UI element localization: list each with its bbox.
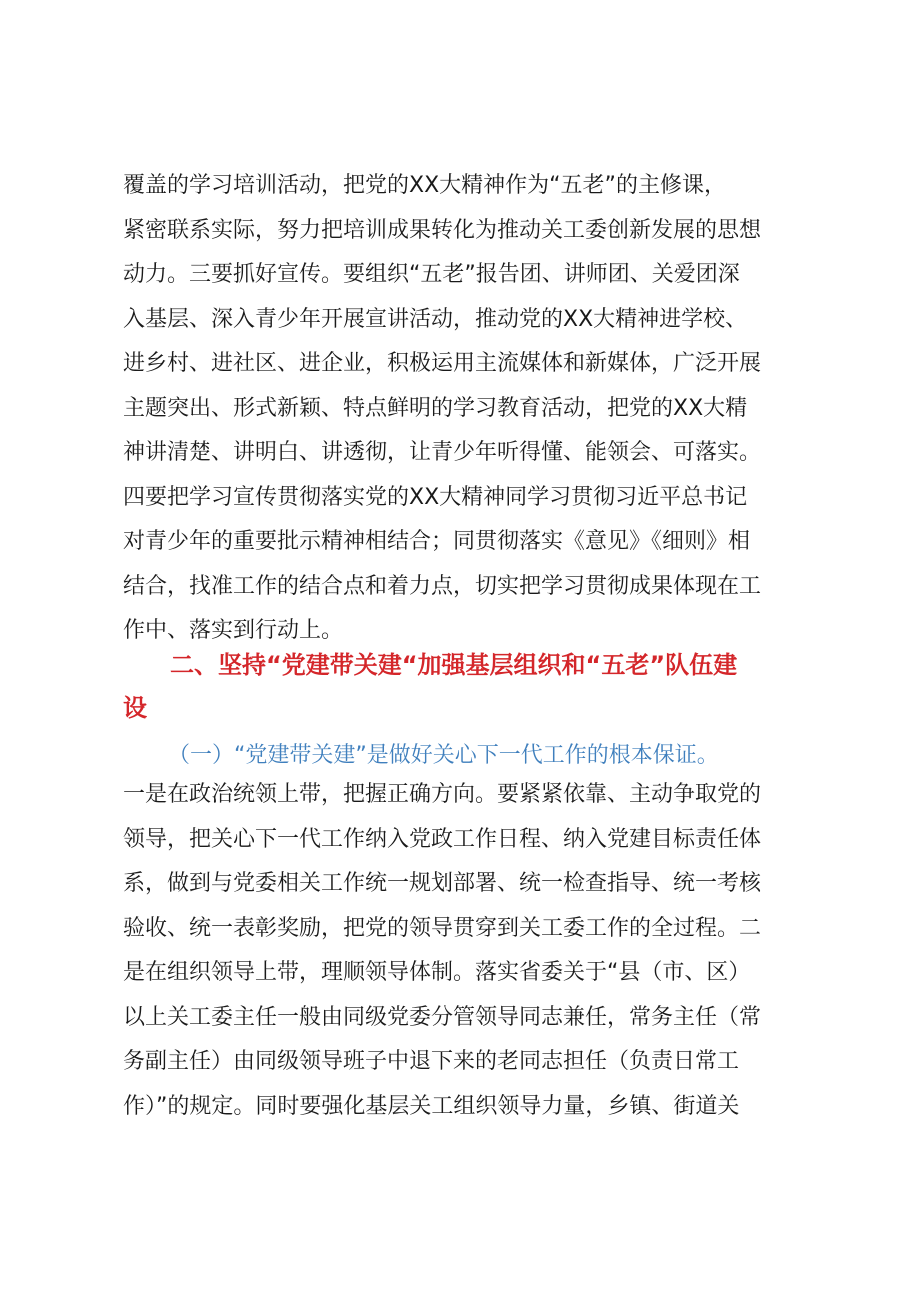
text-line: 系，做到与党委相关工作统一规划部署、统一检查指导、统一考核 <box>123 871 762 896</box>
text-line: 领导，把关心下一代工作纳入党政工作日程、纳入党建目标责任体 <box>123 827 762 852</box>
subheading: （一）“党建带关建”是做好关心下一代工作的根本保证。 <box>168 743 719 768</box>
text-line: 务副主任）由同级领导班子中退下来的老同志担任（负责日常工 <box>123 1049 740 1074</box>
text-line: 以上关工委主任一般由同级党委分管领导同志兼任，常务主任（常 <box>123 1005 762 1030</box>
text-line: 作）”的规定。同时要强化基层关工组织领导力量，乡镇、街道关 <box>123 1094 740 1119</box>
text-line: 入基层、深入青少年开展宣讲活动，推动党的XX大精神进学校、 <box>123 307 748 332</box>
text-line: 结合，找准工作的结合点和着力点，切实把学习贯彻成果体现在工 <box>123 574 762 599</box>
text-line: 一是在政治统领上带，把握正确方向。要紧紧依靠、主动争取党的 <box>123 782 762 807</box>
text-line: 主题突出、形式新颖、特点鲜明的学习教育活动，把党的XX大精 <box>123 396 748 421</box>
text-line: 神讲清楚、讲明白、讲透彻，让青少年听得懂、能领会、可落实。 <box>123 440 762 465</box>
heading-line: 设 <box>123 694 147 722</box>
text-line: 进乡村、进社区、进企业，积极运用主流媒体和新媒体，广泛开展 <box>123 351 762 376</box>
heading-line: 二、坚持“党建带关建“加强基层组织和“五老”队伍建 <box>170 651 738 679</box>
text-line: 作中、落实到行动上。 <box>123 618 344 643</box>
text-line: 是在组织领导上带，理顺领导体制。落实省委关于“县（市、区） <box>123 960 751 985</box>
text-line: 紧密联系实际，努力把培训成果转化为推动关工委创新发展的思想 <box>123 218 762 243</box>
text-line: 四要把学习宣传贯彻落实党的XX大精神同学习贯彻习近平总书记 <box>123 485 748 510</box>
text-line: 动力。三要抓好宣传。要组织“五老”报告团、讲师团、关爱团深 <box>123 262 740 287</box>
text-line: 验收、统一表彰奖励，把党的领导贯穿到关工委工作的全过程。二 <box>123 916 762 941</box>
text-line: 对青少年的重要批示精神相结合；同贯彻落实《意见》《细则》相 <box>123 529 751 554</box>
text-line: 覆盖的学习培训活动，把党的XX大精神作为“五老”的主修课， <box>123 173 726 198</box>
